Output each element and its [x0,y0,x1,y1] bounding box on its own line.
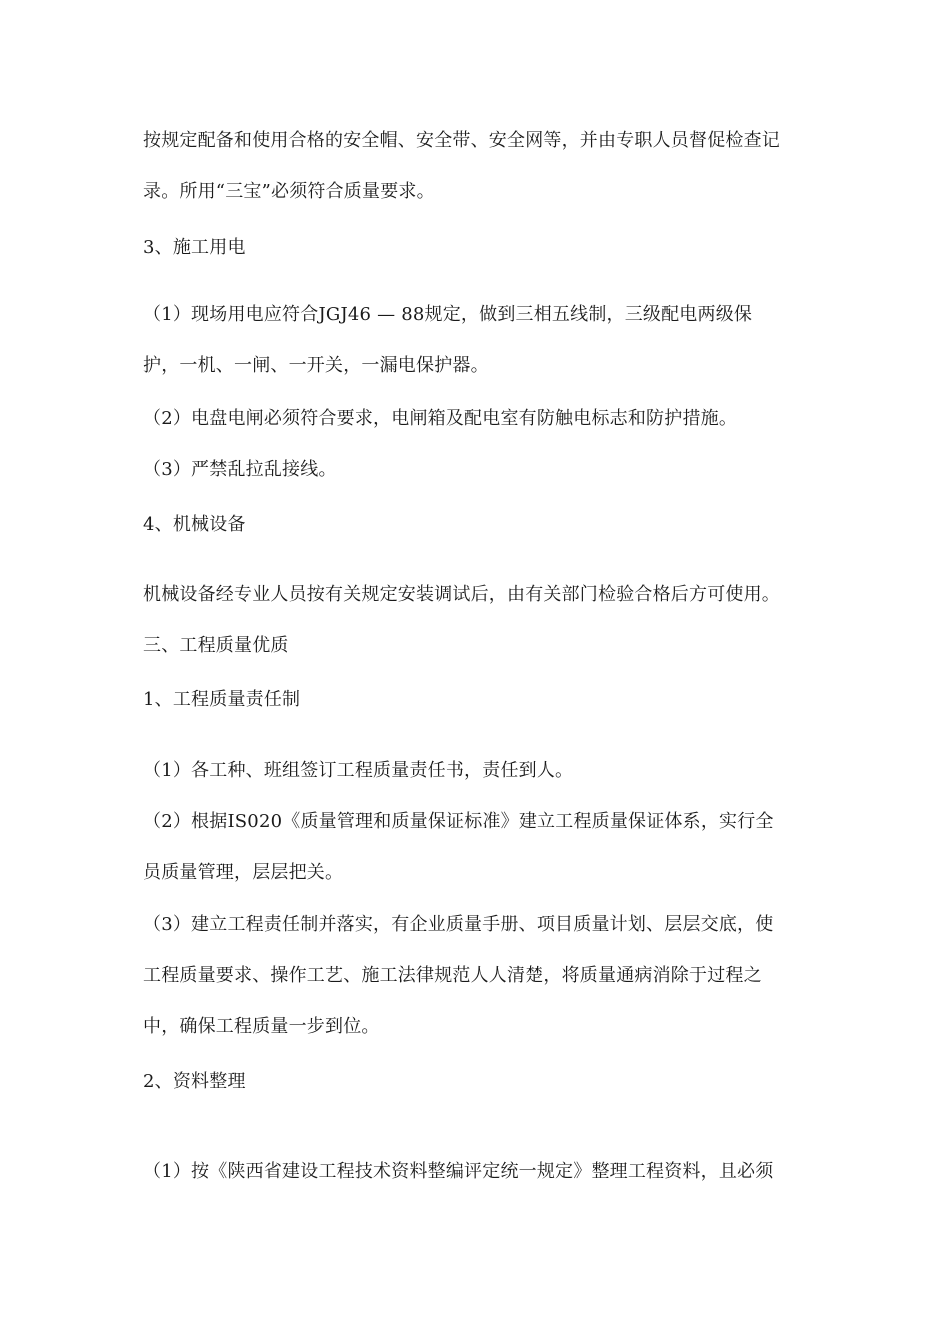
section-heading: 1、工程质量责任制 [143,689,301,710]
body-text-line: 按规定配备和使用合格的安全帽、安全带、安全网等，并由专职人员督促检查记 [143,130,780,151]
body-text-line: 工程质量要求、操作工艺、施工法律规范人人清楚，将质量通病消除于过程之 [143,965,762,986]
chapter-heading: 三、工程质量优质 [143,635,289,656]
body-text-line: 录。所用“三宝”必须符合质量要求。 [143,181,435,202]
section-heading: 3、施工用电 [143,237,246,258]
list-item: （1）现场用电应符合JGJ46 — 88规定，做到三相五线制，三级配电两级保 [143,304,753,325]
body-text-line: 护，一机、一闸、一开关，一漏电保护器。 [143,355,489,376]
list-item: （2）根据IS020《质量管理和质量保证标准》建立工程质量保证体系，实行全 [143,811,774,832]
section-heading: 2、资料整理 [143,1071,246,1092]
section-heading: 4、机械设备 [143,514,246,535]
body-text-line: 机械设备经专业人员按有关规定安装调试后，由有关部门检验合格后方可使用。 [143,584,780,605]
list-item: （1）按《陕西省建设工程技术资料整编评定统一规定》整理工程资料，且必须 [143,1161,774,1182]
list-item: （3）建立工程责任制并落实，有企业质量手册、项目质量计划、层层交底，使 [143,914,774,935]
body-text-line: 中，确保工程质量一步到位。 [143,1016,380,1037]
list-item: （1）各工种、班组签订工程质量责任书，责任到人。 [143,760,574,781]
list-item: （2）电盘电闸必须符合要求，电闸箱及配电室有防触电标志和防护措施。 [143,408,738,429]
list-item: （3）严禁乱拉乱接线。 [143,459,337,480]
body-text-line: 员质量管理，层层把关。 [143,862,344,883]
